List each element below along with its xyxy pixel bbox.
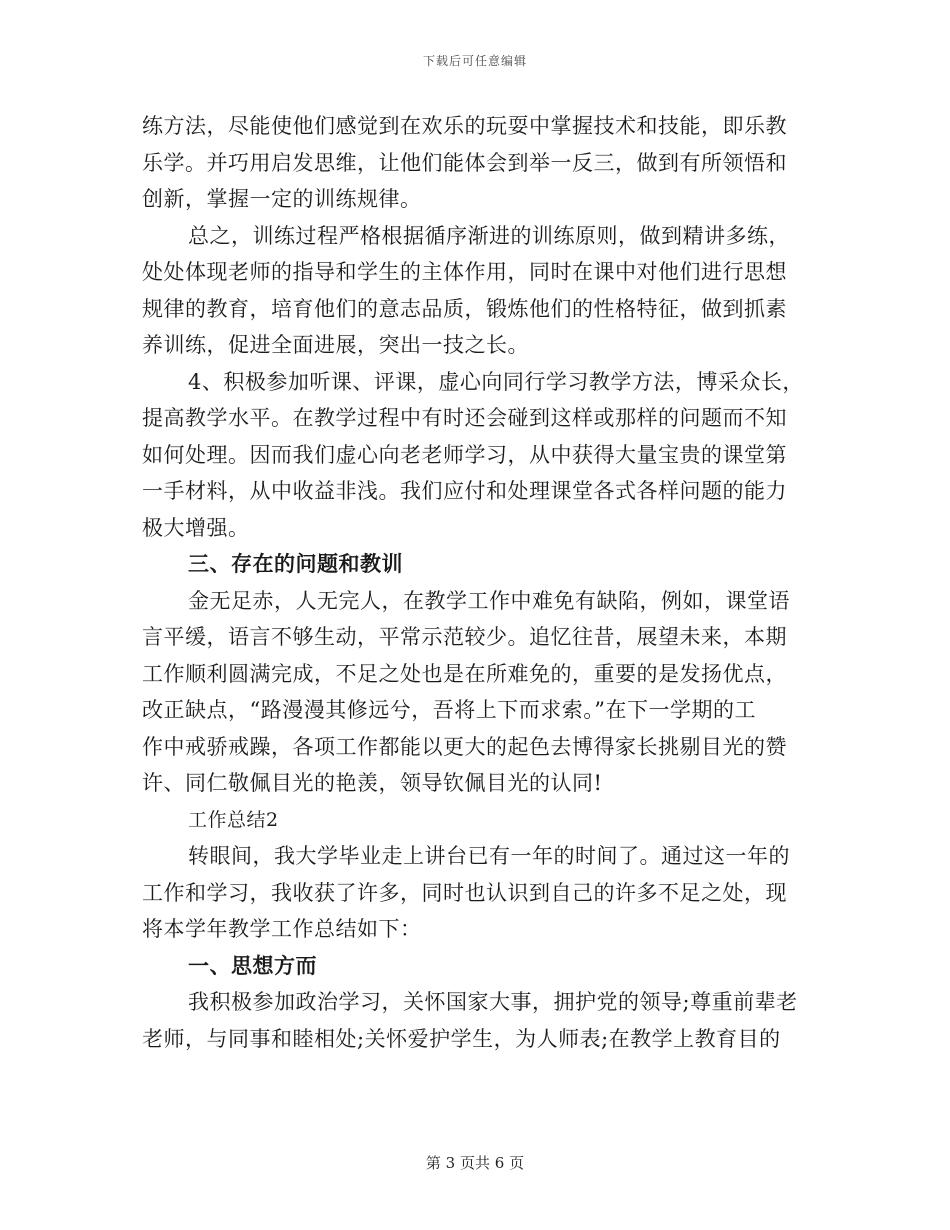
text-line: 转眼间，我大学毕业走上讲台已有一年的时间了。通过这一年的: [188, 844, 790, 868]
text-line: 金无足赤，人无完人，在教学工作中难免有缺陷，例如，课堂语: [188, 588, 790, 613]
text-line: 将本学年教学工作总结如下：: [142, 917, 422, 941]
text-line: 养训练，促进全面进展，突出一技之长。: [142, 333, 529, 357]
text-line: 处处体现老师的指导和学生的主体作用，同时在课中对他们进行思想: [142, 260, 787, 284]
text-line: 练方法，尽能使他们感觉到在欢乐的玩耍中掌握技术和技能，即乐教: [142, 114, 787, 138]
section-heading: 一、思想方而: [188, 952, 317, 978]
text-line: 工作顺利圆满完成，不足之处也是在所难免的，重要的是发扬优点，: [142, 661, 787, 686]
text-line: 总之，训练过程严格根据循序渐进的训练原则，做到精讲多练，: [188, 223, 790, 248]
subtitle: 工作总结2: [188, 808, 279, 831]
text-line: 提高教学水平。在教学过程中有时还会碰到这样或那样的问题而不知: [142, 406, 787, 430]
text-line: 一手材料，从中收益非浅。我们应付和处理课堂各式各样问题的能力: [142, 479, 787, 503]
page-header: 下载后可任意编辑: [422, 54, 527, 68]
text-line: 许、同仁敬佩目光的艳羡，领导钦佩目光的认同!: [142, 771, 603, 795]
text-line: 如何处理。因而我们虚心向老老师学习，从中获得大量宝贵的课堂第: [142, 442, 787, 467]
text-line: 4、积极参加听课、评课，虚心向同行学习教学方法，博采众长，: [188, 369, 804, 394]
section-heading: 三、存在的问题和教训: [188, 551, 403, 576]
text-line: 创新，掌握一定的训练规律。: [142, 187, 422, 211]
page-footer: 第 3 页共 6 页: [425, 1154, 525, 1172]
text-line: 改正缺点，“路漫漫其修远兮，吾将上下而求索。”在下一学期的工: [142, 698, 756, 722]
text-line: 言平缓，语言不够生动，平常示范较少。追忆往昔，展望未来，本期: [142, 625, 787, 649]
document-body: [142, 108, 808, 1057]
text-line: 极大增强。: [142, 515, 250, 540]
text-line: 作中戒骄戒躁，各项工作都能以更大的起色去博得家长挑剔目光的赞: [142, 734, 787, 759]
text-line: 工作和学习，我收获了许多，同时也认识到自己的许多不足之处，现: [142, 880, 787, 905]
text-line: 我积极参加政治学习，关怀国家大事，拥护党的领导;尊重前辈老: [188, 990, 798, 1014]
text-line: 老师，与同事和睦相处;关怀爱护学生，为人师表;在教学上教育目的: [142, 1026, 781, 1051]
text-line: 规律的教育，培育他们的意志品质，锻炼他们的性格特征，做到抓素: [142, 296, 787, 321]
text-line: 乐学。并巧用启发思维，让他们能体会到举一反三，做到有所领悟和: [142, 150, 787, 175]
